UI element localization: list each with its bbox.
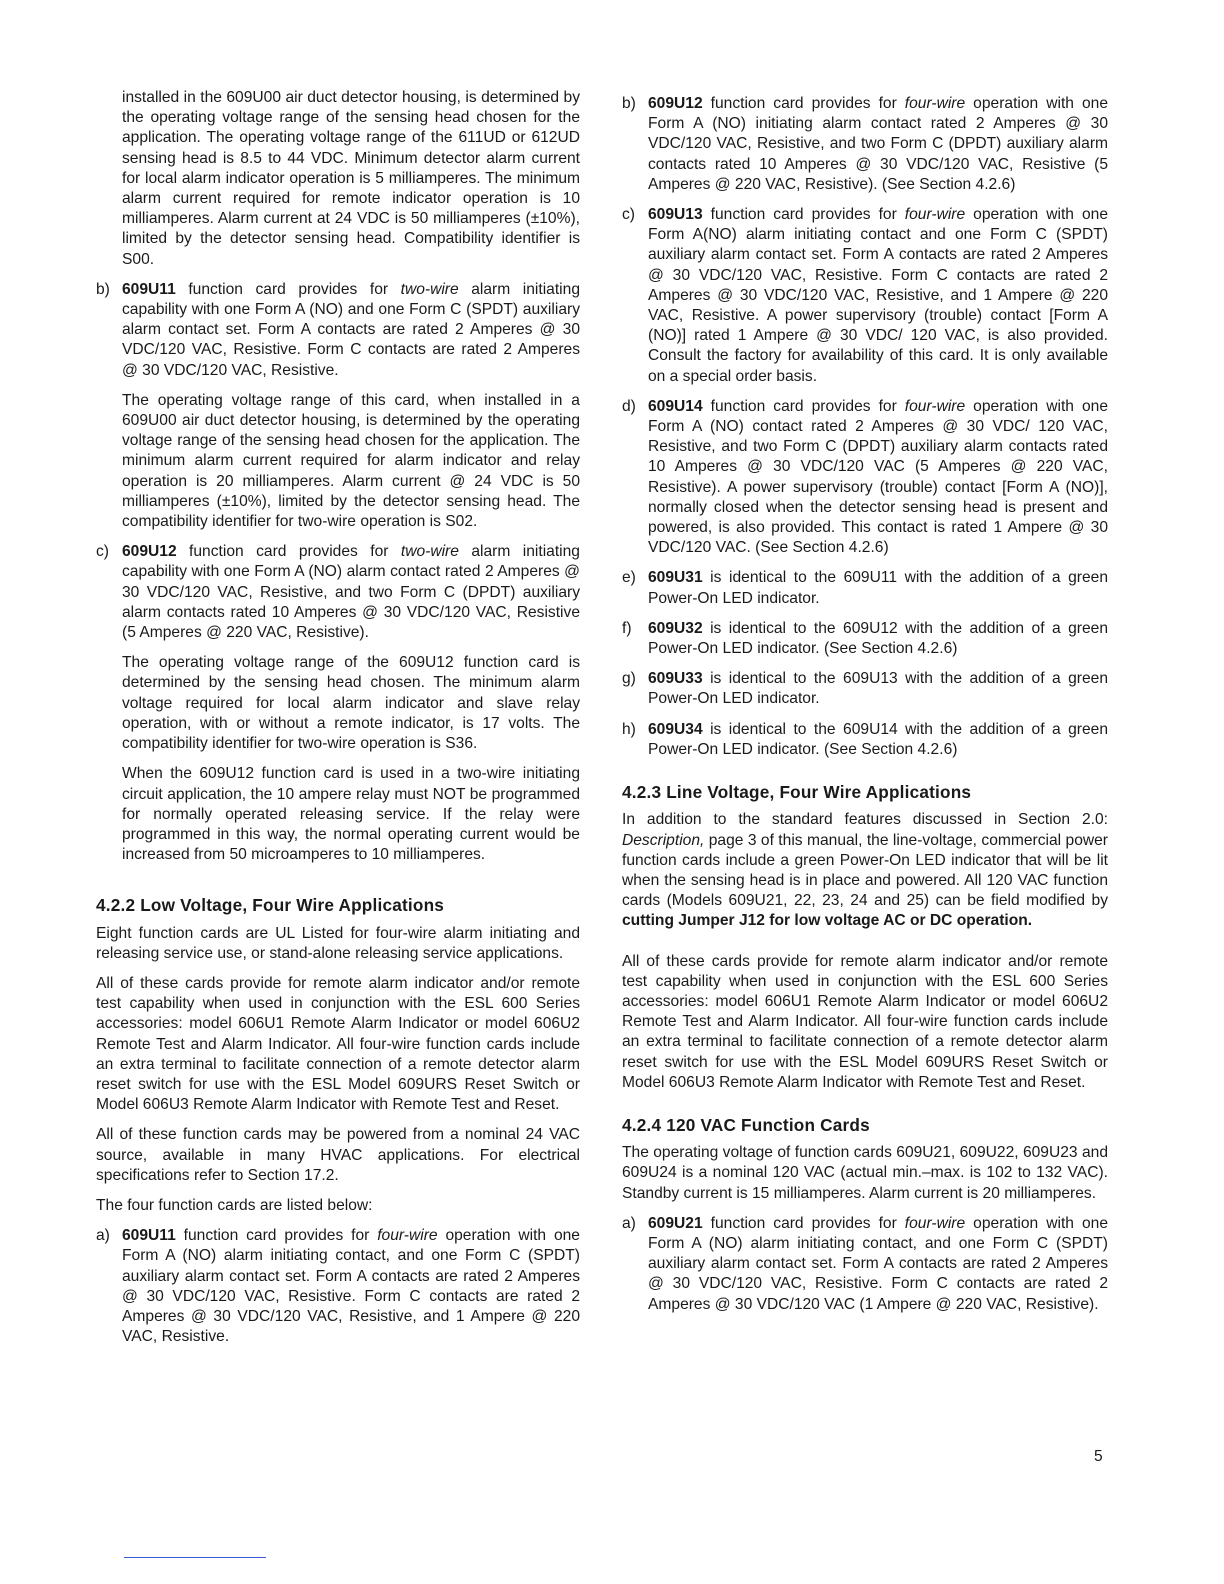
list-item-d-609u14 (622, 397, 1108, 559)
list-item-c-609u12-two-wire (96, 542, 580, 865)
section-paragraph: The operating voltage of function cards 609U21, 609U22, 609U23 and 609U24 is a nominal 120 VAC (actual min.–max. is 102 to 132 VAC). Standby current is 15 milliamperes. Alarm current is 20 milliamperes. (622, 1144, 1108, 1202)
model-number: 609U21 (648, 1214, 703, 1232)
item-paragraph: 609U13 function card provides for four-wire operation with one Form A(NO) alarm initiating contact and one Form C (SPDT) auxiliary alarm contact set. Form A contacts are rated 2 Amperes @ 30 VDC/120 VAC, Resistive. Form C contacts are rated 2 Amperes @ 30 VDC/120 VAC, Resistive, and 1 Ampere @ 220 VAC, Resistive. A power supervisory (trouble) contact [Form A (NO)] rated 1 Ampere @ 30 VDC/ 120 VAC, is also provided. Consult the factory for availability of this card. It is only available on a special order basis. (648, 206, 1108, 385)
model-number: 609U13 (648, 206, 703, 224)
model-number: 609U31 (648, 569, 703, 587)
section-heading-4-2-2: 4.2.2 Low Voltage, Four Wire Applications (96, 895, 445, 916)
list-item-e-609u31 (622, 568, 1108, 608)
list-item-b-609u11-two-wire (96, 280, 580, 532)
list-item-g-609u33 (622, 669, 1108, 709)
section-paragraph: All of these cards provide for remote alarm indicator and/or remote test capability when used in conjunction with the ESL 600 Series accessories: model 606U1 Remote Alarm Indicator or model 606U2 Remote Test and Alarm Indicator. All four-wire function cards include an extra terminal to facilitate connection of a remote detector alarm reset switch for use with the ESL Model 609URS Reset Switch or Model 606U3 Remote Alarm Indicator with Remote Test and Reset. (622, 952, 1108, 1091)
list-item-f-609u32 (622, 619, 1108, 659)
list-item-a-609u21 (622, 1214, 1108, 1315)
list-item-h-609u34 (622, 720, 1108, 760)
model-number: 609U32 (648, 619, 703, 637)
item-paragraph: When the 609U12 function card is used in a two-wire initiating circuit application, the 10 ampere relay must NOT be programmed for normally operated releasing service. If the relay were programmed in this way, the normal operating current would be increased from 50 microamperes to 10 milliamperes. (122, 765, 580, 864)
list-item-c-609u13 (622, 205, 1108, 387)
list-label: b) (96, 280, 110, 298)
model-number: 609U11 (122, 280, 176, 298)
right-column (622, 94, 1108, 1325)
list-label: f) (622, 619, 632, 637)
continued-paragraph: installed in the 609U00 air duct detector housing, is determined by the operating voltage range of the sensing head chosen for the application. The operating voltage range of the 611UD or 612UD sensing head is 8.5 to 44 VDC. Minimum detector alarm current for local alarm indicator operation is 5 milliamperes. The minimum alarm current required for remote indicator operation is 10 milliamperes. Alarm current at 24 VDC is 50 milliamperes (±10%), limited by the detector sensing head. Compatibility identifier is S00. (122, 89, 580, 268)
item-paragraph: 609U33 is identical to the 609U13 with the addition of a green Power-On LED indicator. (648, 670, 1108, 708)
list-label: g) (622, 670, 636, 688)
list-label: e) (622, 569, 636, 587)
item-paragraph: 609U11 function card provides for two-wire alarm initiating capability with one Form A (NO) and one Form C (SPDT) auxiliary alarm contact set. Form A contacts are rated 2 Amperes @ 30 VDC/120 VAC, Resistive. Form C contacts are rated 2 Amperes @ 30 VDC/120 VAC, Resistive. (122, 280, 580, 379)
section-heading-4-2-3: 4.2.3 Line Voltage, Four Wire Applications (622, 782, 972, 803)
item-paragraph: 609U31 is identical to the 609U11 with the addition of a green Power-On LED indicator. (648, 569, 1108, 607)
item-paragraph: 609U34 is identical to the 609U14 with the addition of a green Power-On LED indicator. (See Section 4.2.6) (648, 720, 1108, 758)
list-label: d) (622, 397, 636, 415)
list-label: a) (622, 1214, 636, 1232)
item-paragraph: The operating voltage range of this card, when installed in a 609U00 air duct detector housing, is determined by the operating voltage range of the sensing head chosen for the application. The minimum alarm current required for alarm indicator and relay operation is 20 milliamperes. Alarm current @ 24 VDC is 50 milliamperes (±10%), limited by the detector sensing head. The compatibility identifier for two-wire operation is S02. (122, 391, 580, 531)
item-paragraph: 609U11 function card provides for four-wire operation with one Form A (NO) alarm initiating contact, and one Form C (SPDT) auxiliary alarm contact set. Form A contacts are rated 2 Amperes @ 30 VDC/120 VAC, Resistive. Form C contacts are rated 2 Amperes @ 30 VDC/120 VAC, Resistive, and 1 Ampere @ 220 VAC, Resistive. (122, 1227, 580, 1346)
section-paragraph: The four function cards are listed below: (96, 1196, 373, 1214)
model-number: 609U11 (122, 1227, 176, 1245)
section-paragraph: All of these function cards may be powered from a nominal 24 VAC source, available in many HVAC applications. For electrical specifications refer to Section 17.2. (96, 1126, 580, 1184)
item-paragraph: 609U14 function card provides for four-wire operation with one Form A (NO) contact rated 2 Amperes @ 30 VDC/ 120 VAC, Resistive, and two Form C (DPDT) auxiliary alarm contacts rated 10 Amperes @ 30 VDC/120 VAC (5 Amperes @ 220 VAC, Resistive). A power supervisory (trouble) contact [Form A (NO)], normally closed when the detector sensing head is present and powered, is also provided. This contact is rated 1 Ampere @ 30 VDC/120 VAC. (See Section 4.2.6) (648, 397, 1108, 557)
list-label: c) (622, 206, 635, 224)
page-number: 5 (1094, 1448, 1103, 1465)
left-column (96, 88, 580, 1357)
model-number: 609U33 (648, 670, 703, 688)
item-paragraph: 609U32 is identical to the 609U12 with the addition of a green Power-On LED indicator. (See Section 4.2.6) (648, 619, 1108, 658)
item-paragraph: The operating voltage range of the 609U12 function card is determined by the sensing head chosen. The minimum alarm voltage required for local alarm indicator and slave relay operation, with or without a remote indicator, is 17 volts. The compatibility identifier for two-wire operation is S36. (122, 654, 580, 753)
model-number: 609U34 (648, 720, 703, 738)
list-item-b-609u12-four-wire (622, 94, 1108, 195)
list-label: b) (622, 95, 636, 112)
section-paragraph: Eight function cards are UL Listed for four-wire alarm initiating and releasing service use, or stand-alone releasing service applications. (96, 924, 580, 962)
footer-rule (124, 1557, 266, 1558)
section-paragraph: All of these cards provide for remote alarm indicator and/or remote test capability when used in conjunction with the ESL 600 Series accessories: model 606U1 Remote Alarm Indicator or model 606U2 Remote Test and Alarm Indicator. All four-wire function cards include an extra terminal to facilitate connection of a remote detector alarm reset switch for use with the ESL Model 609URS Reset Switch or Model 606U3 Remote Alarm Indicator with Remote Test and Reset. (96, 974, 580, 1114)
model-number: 609U12 (648, 95, 703, 112)
section-heading-4-2-4: 4.2.4 120 VAC Function Cards (622, 1114, 870, 1135)
list-label: a) (96, 1227, 110, 1245)
list-label: c) (96, 543, 109, 561)
model-number: 609U12 (122, 543, 177, 561)
item-paragraph: 609U21 function card provides for four-wire operation with one Form A (NO) alarm initiating contact, and one Form C (SPDT) auxiliary alarm contact set. Form A contacts are rated 2 Amperes @ 30 VDC/120 VAC, Resistive. Form C contacts are rated 2 Amperes @ 30 VDC/120 VAC (1 Ampere @ 220 VAC, Resistive). (648, 1214, 1108, 1313)
item-paragraph: 609U12 function card provides for four-wire operation with one Form A (NO) initiating alarm contact rated 2 Amperes @ 30 VDC/120 VAC, Resistive, and two Form C (DPDT) auxiliary alarm contacts rated 10 Amperes @ 30 VDC/120 VAC, Resistive (5 Amperes @ 220 VAC, Resistive). (See Section 4.2.6) (648, 95, 1108, 193)
list-item-a-609u11-four-wire (96, 1226, 580, 1347)
item-paragraph: 609U12 function card provides for two-wire alarm initiating capability with one Form A (NO) alarm contact rated 2 Amperes @ 30 VDC/120 VAC, Resistive, and two Form C (DPDT) auxiliary alarm contacts rated 10 Amperes @ 30 VDC/120 VAC, Resistive (5 Amperes @ 220 VAC, Resistive). (122, 543, 580, 642)
section-paragraph: In addition to the standard features discussed in Section 2.0: Description, page 3 of this manual, the line-voltage, commercial power function cards include a green Power-On LED indicator that will be lit when the sensing head is in place and powered. All 120 VAC function cards (Models 609U21, 22, 23, 24 and 25) can be field modified by cutting Jumper J12 for low voltage AC or DC operation. (622, 811, 1108, 930)
list-label: h) (622, 720, 636, 738)
model-number: 609U14 (648, 397, 703, 415)
